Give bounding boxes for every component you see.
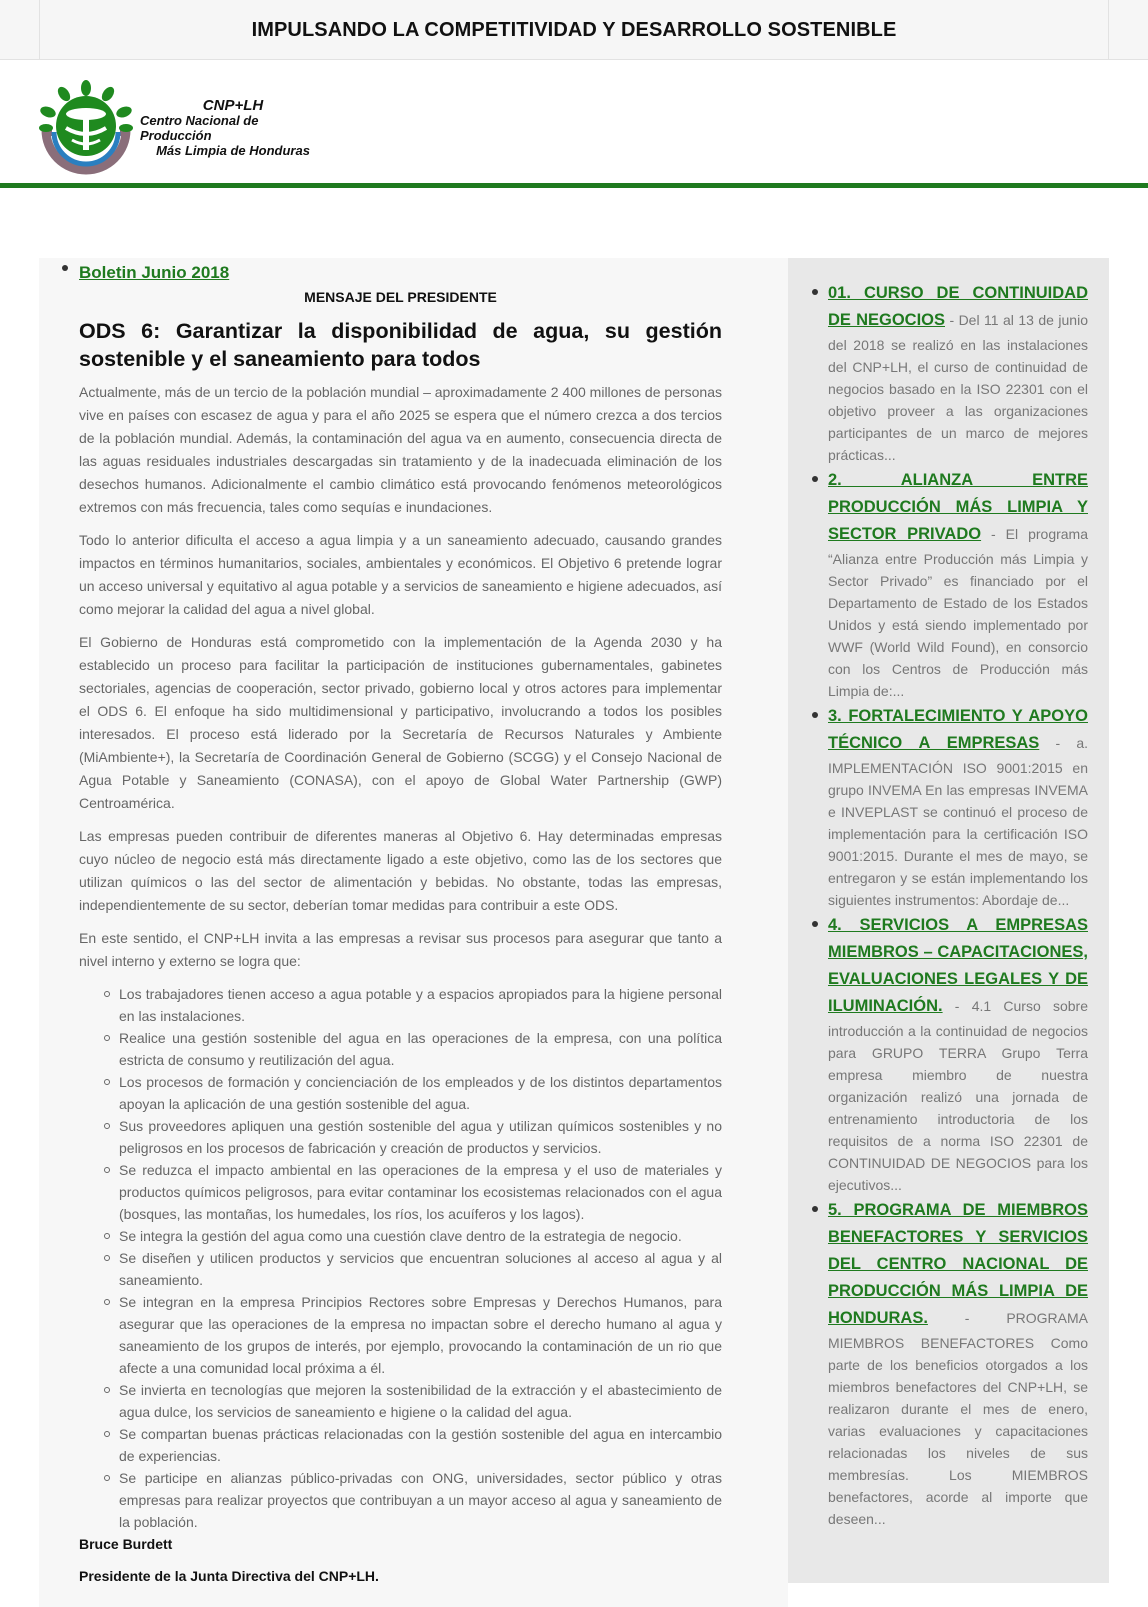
- list-item: [119, 1071, 722, 1115]
- sidebar-item: [828, 467, 1088, 702]
- top-banner: [0, 0, 1148, 60]
- list-item-text: Los trabajadores tienen acceso a agua potable y a espacios apropiados para la higiene personal en las instalaciones.: [119, 986, 722, 1024]
- list-item-text: Sus proveedores apliquen una gestión sostenible del agua y utilizan químicos sostenibles y no peligrosos en los procesos de fabricación y creación de productos y servicios.: [119, 1118, 722, 1156]
- list-item-text: Se diseñen y utilicen productos y servicios que encuentran soluciones al acceso al agua y al saneamiento.: [119, 1250, 722, 1288]
- article-heading: ODS 6: Garantizar la disponibilidad de agua, su gestión sostenible y el saneamiento para todos: [79, 319, 722, 371]
- circle-bullet-icon: [104, 1079, 110, 1085]
- cnplh-logo-icon: [36, 78, 136, 178]
- bullet-icon: [812, 476, 818, 482]
- list-item-text: Se integra la gestión del agua como una cuestión clave dentro de la estrategia de negocio.: [119, 1228, 682, 1244]
- circle-bullet-icon: [104, 1255, 110, 1261]
- logo-line-2: Centro Nacional de Producción: [140, 113, 259, 143]
- sidebar-item-excerpt: - Del 11 al 13 de junio del 2018 se realizó en las instalaciones del CNP+LH, el curso de continuidad de negocios basado en la ISO 22301 con el objetivo proveer a las organizaciones participantes de un marco de mejores prácticas...: [828, 312, 1088, 463]
- article-paragraph: Actualmente, más de un tercio de la población mundial – aproximadamente 2 400 millones de personas vive en países con escasez de agua y para el año 2025 se espera que el número crezca a dos tercios de la población mundial. Además, la contaminación del agua va en aumento, consecuencia directa de las aguas residuales industriales descargadas sin tratamiento y de la inadecuada eliminación de los desechos humanos. Adicionalmente el cambio climático está provocando fenómenos meteorológicos extremos con más frecuencia, tales como sequías e inundaciones.: [79, 384, 722, 515]
- circle-bullet-icon: [104, 1035, 110, 1041]
- list-item-text: Se participe en alianzas público-privadas con ONG, universidades, sector público y otras empresas para realizar proyectos que contribuyan a un mayor acceso al agua y saneamiento de la población.: [119, 1470, 722, 1530]
- list-item: [119, 1291, 722, 1379]
- article-paragraph: En este sentido, el CNP+LH invita a las empresas a revisar sus procesos para asegurar que tanto a nivel interno y externo se logra que:: [79, 930, 722, 969]
- site-header: [0, 60, 1148, 188]
- list-item-text: Se integran en la empresa Principios Rectores sobre Empresas y Derechos Humanos, para asegurar que las operaciones de la empresa no impactan sobre el derecho humano al agua y saneamiento de los grupos de interés, por ejemplo, provocando la contaminación de un rio que afecte a una comunidad local próxima a él.: [119, 1294, 722, 1376]
- circle-bullet-icon: [104, 991, 110, 997]
- list-item: [119, 1159, 722, 1225]
- bullet-icon: [812, 289, 818, 295]
- article-paragraph: El Gobierno de Honduras está comprometido con la implementación de la Agenda 2030 y ha establecido un proceso para facilitar la participación de instituciones gubernamentales, gabinetes sectoriales, agencias de cooperación, sector privado, gobierno local y otros actores para implementar el ODS 6. El enfoque ha sido multidimensional y participativo, involucrando a todos los posibles interesados. El proceso está liderado por la Secretaría de Recursos Naturales y Ambiente (MiAmbiente+), la Secretaría de Coordinación General de Gobierno (SCGG) y el Consejo Nacional de Agua Potable y Saneamiento (CONASA), con el apoyo de Global Water Partnership (GWP) Centroamérica.: [79, 634, 722, 811]
- circle-bullet-icon: [104, 1431, 110, 1437]
- sidebar-item-link[interactable]: 2. ALIANZA ENTRE PRODUCCIÓN MÁS LIMPIA Y SECTOR PRIVADO: [828, 471, 1088, 543]
- sidebar-item-excerpt: - 4.1 Curso sobre introducción a la continuidad de negocios para GRUPO TERRA Grupo Terra empresa miembro de nuestra organización realizó una jornada de entrenamiento introductoria de los requisitos de a norma ISO 22301 de CONTINUIDAD DE NEGOCIOS para los ejecutivos...: [828, 998, 1088, 1193]
- sidebar-item-body: [828, 1197, 1088, 1530]
- article: [79, 258, 722, 1587]
- bulletin-link[interactable]: Boletin Junio 2018: [79, 263, 230, 282]
- message-title: MENSAJE DEL PRESIDENTE: [304, 289, 497, 305]
- sidebar-item-excerpt: - a. IMPLEMENTACIÓN ISO 9001:2015 en grupo INVEMA En las empresas INVEMA e INVEPLAST se continuó el proceso de implementación para la certificación ISO 9001:2015. Durante el mes de mayo, se entregaron y se están implementando los siguientes instrumentos: Abordaje de...: [828, 735, 1088, 908]
- list-item: [119, 1027, 722, 1071]
- circle-bullet-icon: [104, 1387, 110, 1393]
- sidebar-item-link[interactable]: 01. CURSO DE CONTINUIDAD DE NEGOCIOS: [828, 284, 1088, 329]
- site-logo[interactable]: [36, 78, 326, 178]
- signature-role: Presidente de la Junta Directiva del CNP+LH.: [79, 1568, 379, 1584]
- bullet-icon: [812, 921, 818, 927]
- list-item: [119, 1379, 722, 1423]
- sidebar-item-link[interactable]: 4. SERVICIOS A EMPRESAS MIEMBROS – CAPACITACIONES, EVALUACIONES LEGALES Y DE ILUMINACIÓN.: [828, 916, 1088, 1015]
- circle-bullet-icon: [104, 1233, 110, 1239]
- sidebar-item-excerpt: - El programa “Alianza entre Producción más Limpia y Sector Privado” es financiado por el Departamento de Estado de los Estados Unidos y está siendo implementado por WWF (World Wild Found), en consorcio con los Centros de Producción más Limpia de:...: [828, 526, 1088, 699]
- list-item-text: Se reduzca el impacto ambiental en las operaciones de la empresa y el uso de materiales y productos químicos peligrosos, para evitar contaminar los ecosistemas relacionados con el agua (bosques, las montañas, los humedales, los ríos, los acuíferos y los lagos).: [119, 1162, 722, 1222]
- sidebar-item-excerpt: - PROGRAMA MIEMBROS BENEFACTORES Como parte de los beneficios otorgados a los miembros benefactores del CNP+LH, se realizaron durante el mes de enero, varias evaluaciones y capacitaciones relacionadas los niveles de sus membresías. Los MIEMBROS benefactores, acorde al importe que deseen...: [828, 1310, 1088, 1527]
- list-item-text: Se invierta en tecnologías que mejoren la sostenibilidad de la extracción y el abastecimiento de agua dulce, los servicios de saneamiento e higiene o la calidad del agua.: [119, 1382, 722, 1420]
- sidebar-item: [828, 912, 1088, 1196]
- sidebar-news-list: [828, 280, 1088, 1531]
- sidebar-item-body: [828, 703, 1088, 911]
- signature-name: Bruce Burdett: [79, 1536, 173, 1552]
- logo-line-3: Más Limpia de Honduras: [156, 143, 310, 158]
- list-item: [119, 1247, 722, 1291]
- list-item-text: Realice una gestión sostenible del agua en las operaciones de la empresa, con una política estricta de consumo y reutilización del agua.: [119, 1030, 722, 1068]
- sidebar-item-link[interactable]: 5. PROGRAMA DE MIEMBROS BENEFACTORES Y SERVICIOS DEL CENTRO NACIONAL DE PRODUCCIÓN MÁS LIMPIA DE HONDURAS.: [828, 1201, 1088, 1327]
- bullet-icon: [812, 1206, 818, 1212]
- list-item: [119, 1225, 722, 1247]
- logo-line-1: CNP+LH: [202, 97, 264, 114]
- article-paragraph: Las empresas pueden contribuir de diferentes maneras al Objetivo 6. Hay determinadas empresas cuyo núcleo de negocio está más directamente ligado a este objetivo, como las de los sectores que utilizan químicos o las del sector de alimentación y bebidas. No obstante, todas las empresas, independientemente de su sector, deberían tomar medidas para contribuir a este ODS.: [79, 828, 722, 913]
- main-content: [39, 258, 788, 1607]
- bulletin-list-item: [79, 258, 722, 283]
- list-item-text: Los procesos de formación y concienciación de los empleados y de los distintos departamentos apoyan la aplicación de una gestión sostenible del agua.: [119, 1074, 722, 1112]
- sidebar-item-link[interactable]: 3. FORTALECIMIENTO Y APOYO TÉCNICO A EMPRESAS: [828, 707, 1088, 752]
- sidebar-item: [828, 1197, 1088, 1530]
- bullet-icon: [812, 712, 818, 718]
- list-item: [119, 1115, 722, 1159]
- logo-wordmark: [140, 98, 326, 158]
- circle-bullet-icon: [104, 1475, 110, 1481]
- circle-bullet-icon: [104, 1123, 110, 1129]
- list-item: [119, 1423, 722, 1467]
- sidebar-item-body: [828, 912, 1088, 1196]
- article-paragraph: Todo lo anterior dificulta el acceso a agua limpia y a un saneamiento adecuado, causando grandes impactos en términos humanitarios, sociales, ambientales y económicos. El Objetivo 6 pretende lograr un acceso universal y equitativo al agua potable y a servicios de saneamiento e higiene adecuados, así como mejorar la calidad del agua a nivel global.: [79, 532, 722, 617]
- site-tagline: IMPULSANDO LA COMPETITIVIDAD Y DESARROLLO SOSTENIBLE: [251, 18, 897, 41]
- sidebar: [788, 258, 1109, 1583]
- list-item: [119, 983, 722, 1027]
- bullet-icon: [62, 265, 68, 271]
- sidebar-item: [828, 703, 1088, 911]
- top-banner-inner: [39, 0, 1109, 60]
- sidebar-item-body: [828, 280, 1088, 466]
- circle-bullet-icon: [104, 1299, 110, 1305]
- list-item: [119, 1467, 722, 1533]
- list-item-text: Se compartan buenas prácticas relacionadas con la gestión sostenible del agua en intercambio de experiencias.: [119, 1426, 722, 1464]
- circle-bullet-icon: [104, 1167, 110, 1173]
- sidebar-item: [828, 280, 1088, 466]
- commitments-list: [119, 983, 722, 1533]
- sidebar-item-body: [828, 467, 1088, 702]
